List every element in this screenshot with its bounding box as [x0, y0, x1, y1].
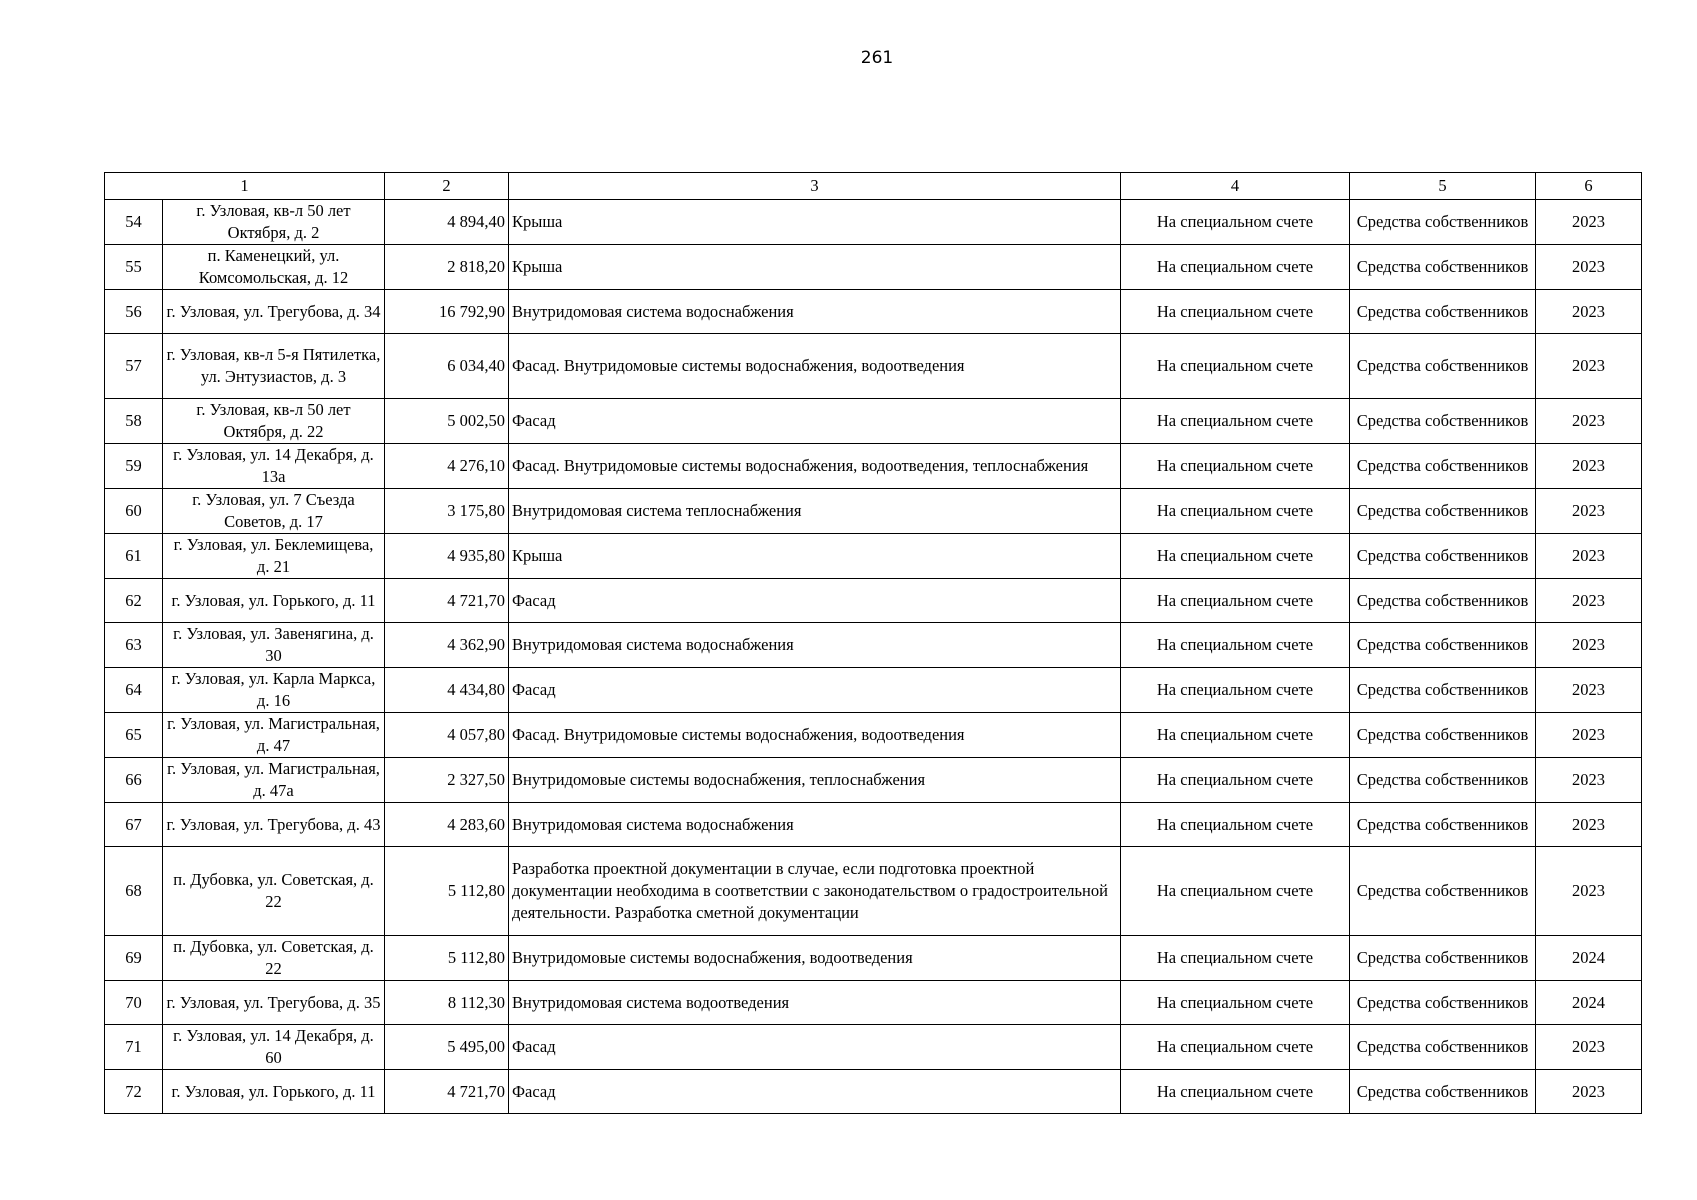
funding-method-cell: На специальном счете [1121, 1070, 1350, 1114]
address-cell: г. Узловая, ул. 14 Декабря, д. 13а [163, 444, 385, 489]
cost-cell: 5 495,00 [385, 1025, 509, 1070]
work-type-cell: Внутридомовая система теплоснабжения [509, 489, 1121, 534]
table-row [105, 444, 1642, 489]
cost-cell: 4 935,80 [385, 534, 509, 579]
row-number-cell: 71 [105, 1025, 163, 1070]
work-type-cell: Разработка проектной документации в случае, если подготовка проектной документации необходима в соответствии с законодательством о градостроительной деятельности. Разработка сметной документации [509, 847, 1121, 936]
table-row [105, 936, 1642, 981]
cost-cell: 4 276,10 [385, 444, 509, 489]
year-cell: 2024 [1536, 981, 1642, 1025]
work-type-cell: Внутридомовая система водоснабжения [509, 290, 1121, 334]
funding-method-cell: На специальном счете [1121, 399, 1350, 444]
work-type-cell: Внутридомовые системы водоснабжения, теплоснабжения [509, 758, 1121, 803]
year-cell: 2023 [1536, 668, 1642, 713]
row-number-cell: 58 [105, 399, 163, 444]
year-cell: 2023 [1536, 245, 1642, 290]
funding-source-cell: Средства собственников [1350, 444, 1536, 489]
year-cell: 2023 [1536, 489, 1642, 534]
funding-source-cell: Средства собственников [1350, 200, 1536, 245]
funding-method-cell: На специальном счете [1121, 668, 1350, 713]
address-cell: п. Каменецкий, ул. Комсомольская, д. 12 [163, 245, 385, 290]
table-row [105, 200, 1642, 245]
funding-source-cell: Средства собственников [1350, 489, 1536, 534]
row-number-cell: 56 [105, 290, 163, 334]
column-header-4: 4 [1121, 173, 1350, 200]
cost-cell: 4 894,40 [385, 200, 509, 245]
funding-source-cell: Средства собственников [1350, 579, 1536, 623]
address-cell: г. Узловая, ул. 14 Декабря, д. 60 [163, 1025, 385, 1070]
table-row [105, 245, 1642, 290]
row-number-cell: 69 [105, 936, 163, 981]
work-type-cell: Внутридомовая система водоотведения [509, 981, 1121, 1025]
work-type-cell: Крыша [509, 245, 1121, 290]
work-type-cell: Внутридомовые системы водоснабжения, водоотведения [509, 936, 1121, 981]
year-cell: 2023 [1536, 847, 1642, 936]
row-number-cell: 70 [105, 981, 163, 1025]
column-header-1: 1 [105, 173, 385, 200]
cost-cell: 16 792,90 [385, 290, 509, 334]
funding-method-cell: На специальном счете [1121, 444, 1350, 489]
address-cell: п. Дубовка, ул. Советская, д. 22 [163, 847, 385, 936]
table-row [105, 1025, 1642, 1070]
table-row [105, 758, 1642, 803]
cost-cell: 8 112,30 [385, 981, 509, 1025]
work-type-cell: Фасад. Внутридомовые системы водоснабжения, водоотведения [509, 713, 1121, 758]
cost-cell: 6 034,40 [385, 334, 509, 399]
funding-source-cell: Средства собственников [1350, 623, 1536, 668]
cost-cell: 4 362,90 [385, 623, 509, 668]
table-body [105, 200, 1642, 1114]
funding-method-cell: На специальном счете [1121, 981, 1350, 1025]
table-row [105, 668, 1642, 713]
row-number-cell: 62 [105, 579, 163, 623]
year-cell: 2023 [1536, 623, 1642, 668]
address-cell: г. Узловая, ул. Завенягина, д. 30 [163, 623, 385, 668]
funding-method-cell: На специальном счете [1121, 245, 1350, 290]
work-type-cell: Крыша [509, 534, 1121, 579]
year-cell: 2023 [1536, 803, 1642, 847]
funding-source-cell: Средства собственников [1350, 803, 1536, 847]
row-number-cell: 68 [105, 847, 163, 936]
table-row [105, 713, 1642, 758]
funding-method-cell: На специальном счете [1121, 936, 1350, 981]
cost-cell: 5 112,80 [385, 936, 509, 981]
table-row [105, 534, 1642, 579]
work-type-cell: Фасад [509, 1070, 1121, 1114]
address-cell: г. Узловая, ул. Горького, д. 11 [163, 579, 385, 623]
address-cell: г. Узловая, ул. Беклемищева, д. 21 [163, 534, 385, 579]
cost-cell: 5 002,50 [385, 399, 509, 444]
funding-method-cell: На специальном счете [1121, 290, 1350, 334]
funding-source-cell: Средства собственников [1350, 981, 1536, 1025]
funding-source-cell: Средства собственников [1350, 1025, 1536, 1070]
year-cell: 2023 [1536, 579, 1642, 623]
table-row [105, 847, 1642, 936]
address-cell: г. Узловая, ул. Трегубова, д. 35 [163, 981, 385, 1025]
column-header-2: 2 [385, 173, 509, 200]
cost-cell: 4 283,60 [385, 803, 509, 847]
funding-method-cell: На специальном счете [1121, 534, 1350, 579]
funding-method-cell: На специальном счете [1121, 758, 1350, 803]
funding-source-cell: Средства собственников [1350, 847, 1536, 936]
row-number-cell: 61 [105, 534, 163, 579]
row-number-cell: 72 [105, 1070, 163, 1114]
year-cell: 2023 [1536, 290, 1642, 334]
work-type-cell: Фасад. Внутридомовые системы водоснабжения, водоотведения, теплоснабжения [509, 444, 1121, 489]
year-cell: 2023 [1536, 200, 1642, 245]
funding-method-cell: На специальном счете [1121, 334, 1350, 399]
year-cell: 2023 [1536, 1025, 1642, 1070]
year-cell: 2024 [1536, 936, 1642, 981]
funding-method-cell: На специальном счете [1121, 713, 1350, 758]
row-number-cell: 60 [105, 489, 163, 534]
address-cell: г. Узловая, ул. Трегубова, д. 43 [163, 803, 385, 847]
table-row [105, 803, 1642, 847]
header-row [105, 173, 1642, 200]
year-cell: 2023 [1536, 713, 1642, 758]
cost-cell: 4 721,70 [385, 579, 509, 623]
address-cell: г. Узловая, кв-л 50 лет Октября, д. 22 [163, 399, 385, 444]
address-cell: п. Дубовка, ул. Советская, д. 22 [163, 936, 385, 981]
funding-source-cell: Средства собственников [1350, 668, 1536, 713]
row-number-cell: 65 [105, 713, 163, 758]
cost-cell: 4 721,70 [385, 1070, 509, 1114]
funding-method-cell: На специальном счете [1121, 200, 1350, 245]
table-row [105, 623, 1642, 668]
address-cell: г. Узловая, ул. 7 Съезда Советов, д. 17 [163, 489, 385, 534]
address-cell: г. Узловая, ул. Карла Маркса, д. 16 [163, 668, 385, 713]
work-type-cell: Крыша [509, 200, 1121, 245]
cost-cell: 2 818,20 [385, 245, 509, 290]
year-cell: 2023 [1536, 534, 1642, 579]
funding-source-cell: Средства собственников [1350, 936, 1536, 981]
funding-method-cell: На специальном счете [1121, 579, 1350, 623]
address-cell: г. Узловая, ул. Трегубова, д. 34 [163, 290, 385, 334]
work-type-cell: Фасад [509, 399, 1121, 444]
cost-cell: 4 057,80 [385, 713, 509, 758]
capital-repair-table [104, 172, 1642, 1114]
row-number-cell: 64 [105, 668, 163, 713]
address-cell: г. Узловая, кв-л 5-я Пятилетка, ул. Энтузиастов, д. 3 [163, 334, 385, 399]
funding-source-cell: Средства собственников [1350, 713, 1536, 758]
work-type-cell: Внутридомовая система водоснабжения [509, 803, 1121, 847]
table-row [105, 290, 1642, 334]
cost-cell: 5 112,80 [385, 847, 509, 936]
year-cell: 2023 [1536, 444, 1642, 489]
address-cell: г. Узловая, ул. Горького, д. 11 [163, 1070, 385, 1114]
row-number-cell: 67 [105, 803, 163, 847]
row-number-cell: 55 [105, 245, 163, 290]
cost-cell: 4 434,80 [385, 668, 509, 713]
table-row [105, 334, 1642, 399]
table-row [105, 1070, 1642, 1114]
work-type-cell: Фасад [509, 579, 1121, 623]
cost-cell: 3 175,80 [385, 489, 509, 534]
row-number-cell: 57 [105, 334, 163, 399]
funding-source-cell: Средства собственников [1350, 534, 1536, 579]
work-type-cell: Внутридомовая система водоснабжения [509, 623, 1121, 668]
row-number-cell: 63 [105, 623, 163, 668]
row-number-cell: 66 [105, 758, 163, 803]
funding-source-cell: Средства собственников [1350, 334, 1536, 399]
year-cell: 2023 [1536, 1070, 1642, 1114]
work-type-cell: Фасад [509, 668, 1121, 713]
table-row [105, 981, 1642, 1025]
table-row [105, 579, 1642, 623]
column-header-3: 3 [509, 173, 1121, 200]
funding-source-cell: Средства собственников [1350, 399, 1536, 444]
year-cell: 2023 [1536, 399, 1642, 444]
year-cell: 2023 [1536, 758, 1642, 803]
funding-source-cell: Средства собственников [1350, 290, 1536, 334]
funding-method-cell: На специальном счете [1121, 623, 1350, 668]
work-type-cell: Фасад. Внутридомовые системы водоснабжения, водоотведения [509, 334, 1121, 399]
row-number-cell: 59 [105, 444, 163, 489]
address-cell: г. Узловая, ул. Магистральная, д. 47 [163, 713, 385, 758]
column-header-5: 5 [1350, 173, 1536, 200]
funding-method-cell: На специальном счете [1121, 489, 1350, 534]
address-cell: г. Узловая, кв-л 50 лет Октября, д. 2 [163, 200, 385, 245]
row-number-cell: 54 [105, 200, 163, 245]
funding-method-cell: На специальном счете [1121, 847, 1350, 936]
year-cell: 2023 [1536, 334, 1642, 399]
funding-method-cell: На специальном счете [1121, 803, 1350, 847]
cost-cell: 2 327,50 [385, 758, 509, 803]
table-row [105, 489, 1642, 534]
funding-source-cell: Средства собственников [1350, 245, 1536, 290]
funding-method-cell: На специальном счете [1121, 1025, 1350, 1070]
funding-source-cell: Средства собственников [1350, 1070, 1536, 1114]
column-header-6: 6 [1536, 173, 1642, 200]
table-row [105, 399, 1642, 444]
funding-source-cell: Средства собственников [1350, 758, 1536, 803]
address-cell: г. Узловая, ул. Магистральная, д. 47а [163, 758, 385, 803]
work-type-cell: Фасад [509, 1025, 1121, 1070]
page-number: 261 [860, 48, 894, 68]
